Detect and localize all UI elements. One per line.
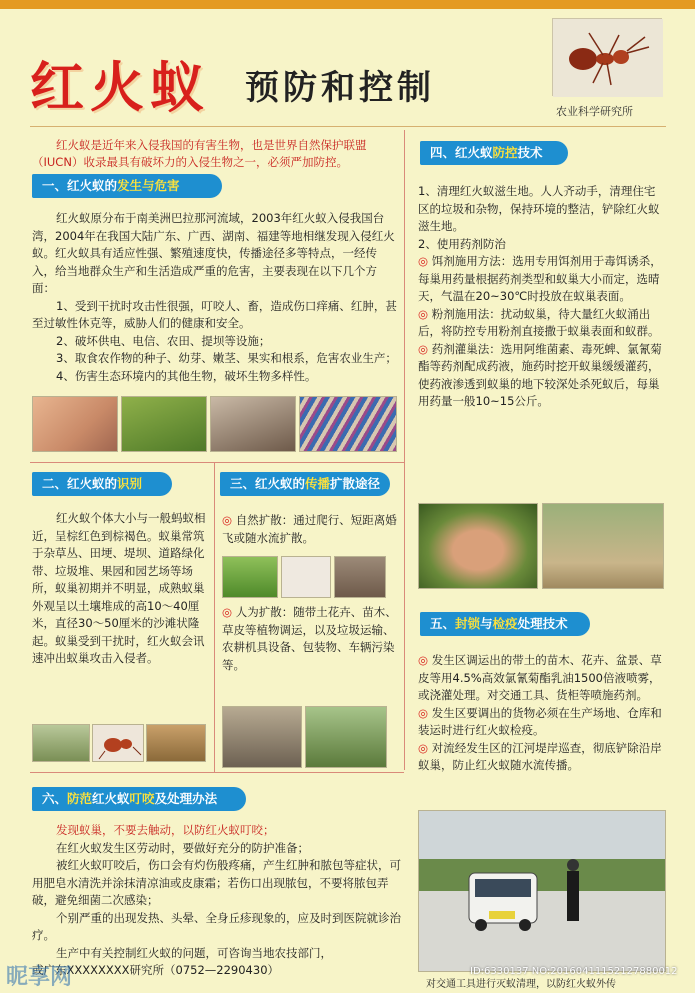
section-6-consult: 生产中有关控制红火蚁的问题，可咨询当地农技部门， [56,945,332,960]
section-1-paragraph: 红火蚁原分布于南美洲巴拉那河流域，2003年红火蚁入侵我国台湾，2004年在我国大陆广东、广西、湖南、福建等地相继发现入侵红火蚁。红火蚁具有适应性强、繁殖速度快，传播途径多等特点，一经传入，给当地群众生产和生活造成严重的危害，主要表现在以下几个方面： [32,211,395,295]
row-divider [30,462,404,463]
photo-field-workers [542,503,664,589]
section-5-photo-caption: 对交通工具进行灭蚁清理，以防红火蚁外传 [426,979,616,990]
section-5-quarantine: ◎ 发生区要调出的货物必须在生产场地、仓库和装运时进行红火蚁检疫。 [418,705,666,740]
section-5-riverbank: ◎ 对流经发生区的江河堤岸巡查，彻底铲除沿岸蚁巢，防止红火蚁随水流传播。 [418,740,666,775]
poster-title-sub: 预防和控制 [245,68,435,108]
section-1-item: 2、破坏供电、电信、农田、提坝等设施； [56,333,271,348]
section-3-human-spread: ◎ 人为扩散：随带土花卉、苗木、草皮等植物调运，以及垃圾运输、农耕机具设备、包装物、车辆污染等。 [222,604,398,674]
section-4-powder-method: ◎ 粉剂施用法：扰动蚁巢，待大量红火蚁涌出后，将防控专用粉剂直接撒于蚁巢表面和蚁群。 [418,306,666,341]
photo-treated-mound [418,503,538,589]
section-6-severe-cases: 个别严重的出现发热、头晕、全身丘疹现象的，应及时到医院就诊治疗。 [32,910,401,942]
photo-floating-ants [334,556,386,598]
section-1-item: 1、受到干扰时攻击性很强，叮咬人、畜，造成伤口痒痛、红肿，甚至过敏性休克等，威胁人们的健康和安全。 [32,298,397,330]
section-3-body-2 [222,604,398,674]
section-6-contact: 或广东XXXXXXXX研究所（0752—2290430） [32,963,280,977]
section-5-heading: 五、封锁与检疫处理技术 [420,612,590,636]
section-3-natural-spread: ◎ 自然扩散：通过爬行、短距离婚飞或随水流扩散。 [222,512,398,547]
photo-soil-nest [146,724,206,762]
section-4-step-1: 1、清理红火蚁滋生地。人人齐动手，清理住宅区的垃圾和杂物，保持环境的整洁，铲除红火蚁滋生地。 [418,184,660,233]
ant-photo [552,18,662,96]
section-4-heading: 四、红火蚁防控技术 [420,141,568,165]
section-6-protection: 在红火蚁发生区劳动时，要做好充分的防护准备； [56,840,309,855]
section-2-heading: 二、红火蚁的识别 [32,472,172,496]
section-1-item: 4、伤害生态环境内的其他生物，破坏生物多样性。 [56,368,317,383]
watermark-logo: 昵享网 [6,965,73,990]
watermark-id: ID:6330137 NO:20160411152127880012 [470,966,678,977]
section-4-drench-method: ◎ 药剂灌巢法：选用阿维菌素、毒死蜱、氯氰菊酯等药剂配成药液，施药时挖开蚁巢缓缓灌药，使药液渗透到蚁巢的地下较深处杀死蚁后，每巢用药量一般10~15公斤。 [418,341,666,411]
section-2-paragraph: 红火蚁个体大小与一般蚂蚁相近，呈棕红色到棕褐色。蚁巢常筑于杂草丛、田埂、堤坝、道路绿化带、垃圾堆、果园和园艺场等场所，蚁巢初期并不明显，成熟蚁巢外观呈以土壤堆成的高10～40厘米，直径30～50厘米的沙滩状隆起。蚁巢受到干扰时，红火蚁会讯速冲出蚁巢攻击入侵者。 [32,511,206,665]
photo-winged-ants [281,556,331,598]
section-5-treatment: ◎ 发生区调运出的带土的苗木、花卉、盆景、草皮等用4.5%高效氯氰菊酯乳油1500倍液喷雾，或浇灌处理。对交通工具、货柜等喷施药剂。 [418,652,666,705]
photo-vehicle-spraying [418,810,666,972]
photo-ant-specimen [92,724,144,762]
section-3-body-1 [222,512,398,547]
photo-ant-mound [32,724,90,762]
section-2-body [32,510,208,668]
section-5-body [418,652,666,775]
photo-soil-bags [222,706,302,768]
section-1-heading: 一、红火蚁的发生与危害 [32,174,222,198]
section-6-heading: 六、防范红火蚁叮咬及处理办法 [32,787,246,811]
section-3-heading: 三、红火蚁的传播扩散途径 [220,472,390,496]
intro-text: 红火蚁是近年来入侵我国的有害生物，也是世界自然保护联盟（IUCN）收录最具有破坏力的入侵生物之一，必须严加防控。 [32,138,367,169]
section-1-item: 3、取食农作物的种子、幼芽、嫩茎、果实和根系，危害农业生产； [56,351,397,365]
column-divider-mid [214,462,215,772]
section-6-body [32,822,402,980]
section-6-warning: 发现蚁巢，不要去触动，以防红火蚁叮咬； [56,823,275,837]
top-color-bar [0,0,695,9]
photo-ant-closeup [210,396,296,452]
section-6-bite-treatment: 被红火蚁叮咬后，伤口会有灼伤般疼痛，产生红肿和脓包等症状，可用肥皂水清洗并涂抹清凉油或皮康霜；若伤口出现脓包，不要将脓包弄破，避免细菌二次感染； [32,858,401,907]
photo-bitten-leg [32,396,118,452]
poster-title-main: 红火蚁 [30,55,210,119]
section-4-step-2: 2、使用药剂防治 [418,236,506,251]
section-1-body [32,210,397,385]
column-divider [404,130,405,770]
row-divider-bottom [30,772,404,773]
header-divider [30,126,666,127]
section-4-bait-method: ◎ 饵剂施用方法：选用专用饵剂用于毒饵诱杀，每巢用药量根据药剂类型和蚁巢大小而定，选晴天，气温在20~30℃时投放在蚁巢表面。 [418,253,666,306]
photo-ants-on-plant [121,396,207,452]
photo-nursery-plants [305,706,387,768]
organization-name: 农业科学研究所 [556,105,633,118]
section-4-body [418,183,666,411]
photo-ant-on-leaf [222,556,278,598]
photo-damaged-cables [299,396,397,452]
